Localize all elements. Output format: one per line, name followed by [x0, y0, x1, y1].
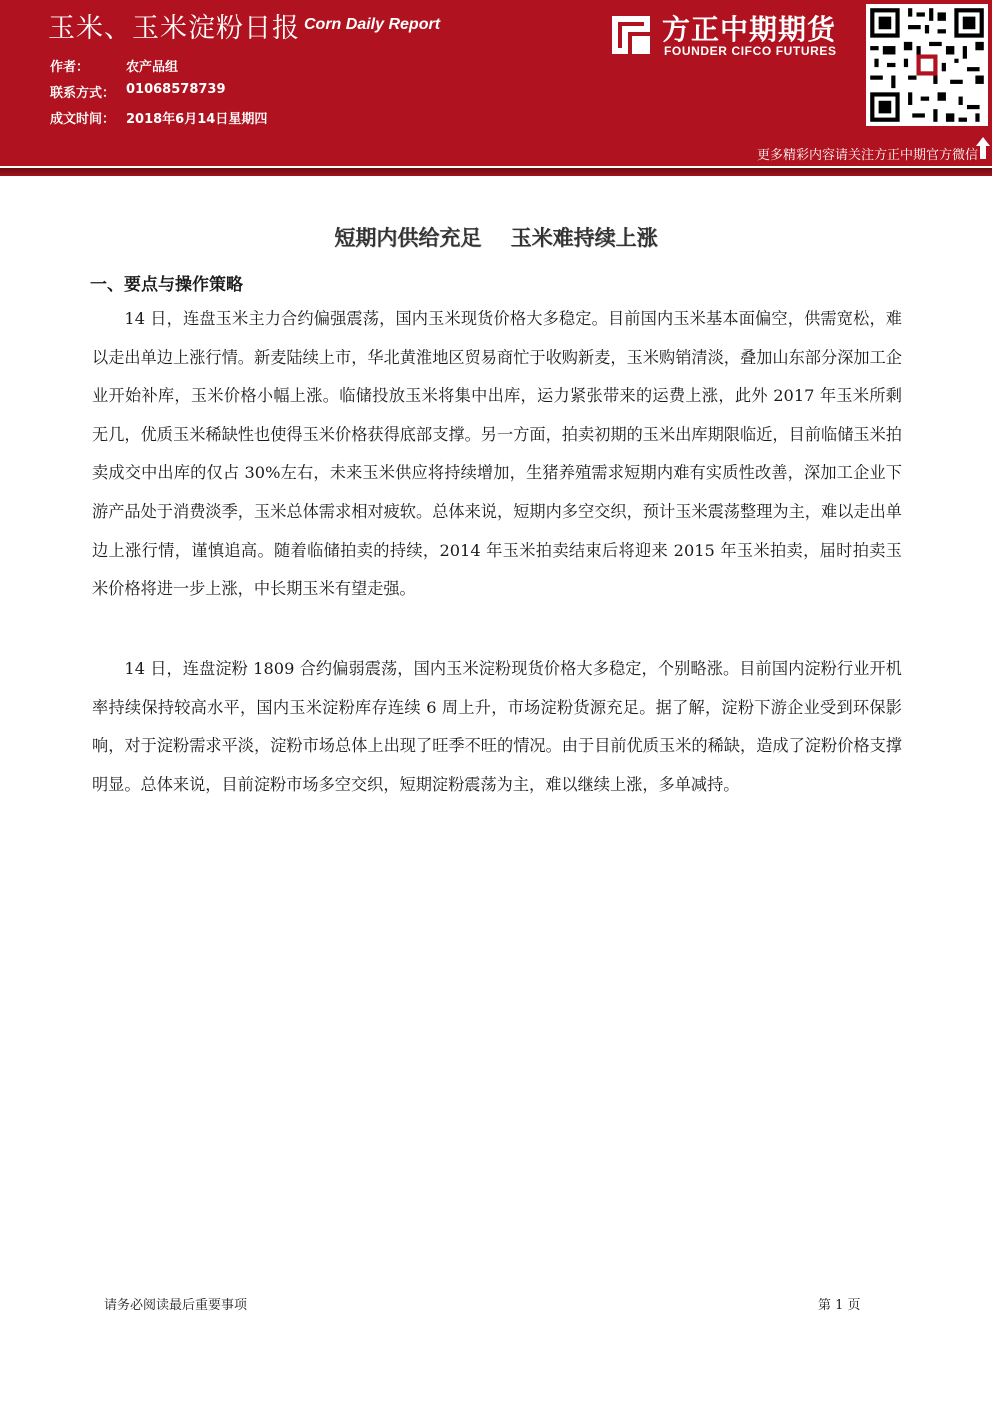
- author-label: 作者：: [50, 60, 90, 75]
- contact-line: [50, 82, 226, 101]
- report-title-en: Corn Daily Report: [304, 16, 441, 33]
- author-line: [50, 56, 179, 75]
- footer-notice: 请务必阅读最后重要事项: [104, 1298, 248, 1313]
- page-number: 第 1 页: [818, 1298, 861, 1313]
- wechat-follow-note: 更多精彩内容请关注方正中期官方微信: [756, 148, 978, 163]
- paragraph-corn: 14 日，连盘玉米主力合约偏强震荡，国内玉米现货价格大多稳定。目前国内玉米基本面偏空，供需宽松，难以走出单边上涨行情。新麦陆续上市，华北黄淮地区贸易商忙于收购新麦，玉米购销清淡，叠加山东部分深加工企业开始补库，玉米价格小幅上涨。临储投放玉米将集中出库，运力紧张带来的运费上涨，此外 2017 年玉米所剩无几，优质玉米稀缺性也使得玉米价格获得底部支撑。另一方面，拍卖初期的玉米出库期限临近，目前临储玉米拍卖成交中出库的仅占 30%左右，未来玉米供应将持续增加，生猪养殖需求短期内难有实质性改善，深加工企业下游产品处于消费淡季，玉米总体需求相对疲软。总体来说，短期内多空交织，预计玉米震荡整理为主，难以走出单边上涨行情，谨慎追高。随着临储拍卖的持续，2014 年玉米拍卖结束后将迎来 2015 年玉米拍卖，届时拍卖玉米价格将进一步上涨，中长期玉米有望走强。: [92, 309, 902, 599]
- report-title-cn: 玉米、玉米淀粉日报: [48, 13, 300, 44]
- date-label: 成文时间：: [50, 112, 116, 127]
- up-arrow-icon: [975, 136, 991, 160]
- founder-logo-icon: [608, 12, 654, 58]
- brand-name-en: FOUNDER CIFCO FUTURES: [664, 44, 837, 58]
- contact-label: 联系方式：: [50, 86, 116, 101]
- section-heading: 一、要点与操作策略: [90, 275, 243, 295]
- qr-code-icon[interactable]: [866, 4, 988, 126]
- brand-name-cn: 方正中期期货: [662, 13, 837, 46]
- paragraph-starch: 14 日，连盘淀粉 1809 合约偏弱震荡，国内玉米淀粉现货价格大多稳定，个别略涨。目前国内淀粉行业开机率持续保持较高水平，国内玉米淀粉库存连续 6 周上升，市场淀粉货源充足。据了解，淀粉下游企业受到环保影响，对于淀粉需求平淡，淀粉市场总体上出现了旺季不旺的情况。由于目前优质玉米的稀缺，造成了淀粉价格支撑明显。总体来说，目前淀粉市场多空交织，短期淀粉震荡为主，难以继续上涨，多单减持。: [92, 659, 902, 794]
- author-value: 农产品组: [126, 60, 179, 75]
- report-header: [0, 0, 992, 166]
- header-divider: [0, 168, 992, 176]
- date-line: [50, 108, 268, 127]
- date-value: 2018年6月14日星期四: [126, 112, 268, 127]
- document-title: 短期内供给充足 玉米难持续上涨: [334, 226, 658, 250]
- contact-value: 01068578739: [126, 82, 226, 97]
